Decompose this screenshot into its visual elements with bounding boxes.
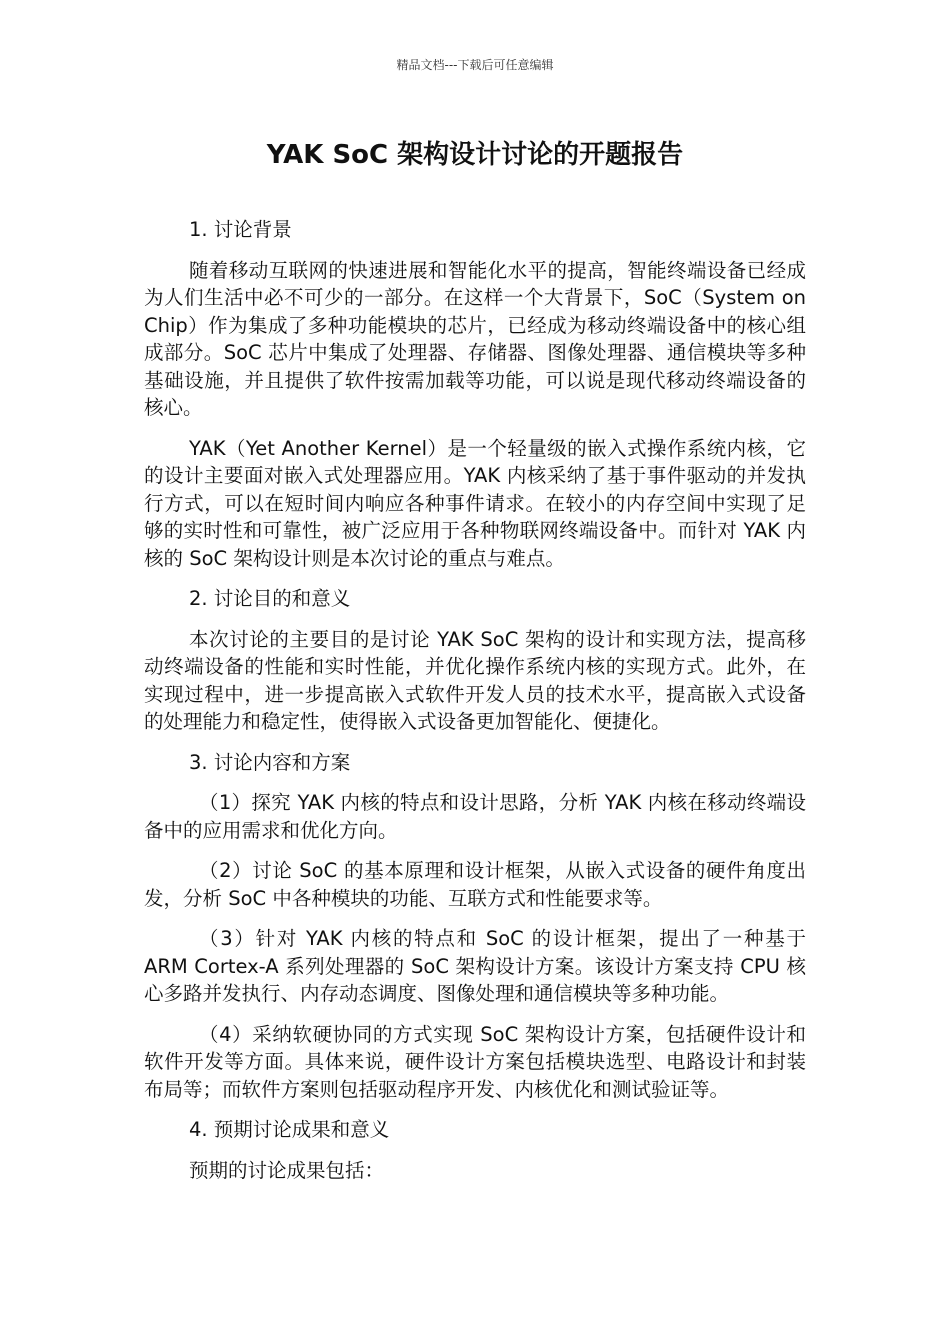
section-heading-content: 3. 讨论内容和方案 [189,750,351,774]
content-item-3: （3）针对 YAK 内核的特点和 SoC 的设计框架，提出了一种基于 ARM Cortex-A 系列处理器的 SoC 架构设计方案。该设计方案支持 CPU 核心多路并发执行、内存动态调度、图像处理和通信模块等多种功能。 [144,927,806,1005]
section-heading-purpose: 2. 讨论目的和意义 [189,587,351,610]
document-body [144,216,806,1197]
header-note: 精品文档---下载后可任意编辑 [396,58,554,72]
background-paragraph-2: YAK（Yet Another Kernel）是一个轻量级的嵌入式操作系统内核，它的设计主要面对嵌入式处理器应用。YAK 内核采纳了基于事件驱动的并发执行方式，可以在短时间内响应各种事件请求。在较小的内存空间中实现了足够的实时性和可靠性，被广泛应用于各种物联网终端设备中。而针对 YAK 内核的 SoC 架构设计则是本次讨论的重点与难点。 [144,436,806,570]
background-paragraph-1: 随着移动互联网的快速进展和智能化水平的提高，智能终端设备已经成为人们生活中必不可少的一部分。在这样一个大背景下，SoC（System on Chip）作为集成了多种功能模块的芯片，已经成为移动终端设备中的核心组成部分。SoC 芯片中集成了处理器、存储器、图像处理器、通信模块等多种基础设施，并且提供了软件按需加载等功能，可以说是现代移动终端设备的核心。 [144,258,806,419]
content-item-1: （1）探究 YAK 内核的特点和设计思路，分析 YAK 内核在移动终端设备中的应用需求和优化方向。 [144,791,806,842]
content-item-4: （4）采纳软硬协同的方式实现 SoC 架构设计方案，包括硬件设计和软件开发等方面。具体来说，硬件设计方案包括模块选型、电路设计和封装布局等；而软件方案则包括驱动程序开发、内核优化和测试验证等。 [144,1022,806,1101]
document-title: YAK SoC 架构设计讨论的开题报告 [266,140,684,170]
content-item-2: （2）讨论 SoC 的基本原理和设计框架，从嵌入式设备的硬件角度出发，分析 SoC 中各种模块的功能、互联方式和性能要求等。 [144,859,806,910]
results-paragraph: 预期的讨论成果包括： [189,1158,385,1182]
section-heading-results: 4. 预期讨论成果和意义 [189,1118,390,1141]
section-heading-background: 1. 讨论背景 [189,218,292,241]
purpose-paragraph: 本次讨论的主要目的是讨论 YAK SoC 架构的设计和实现方法，提高移动终端设备的性能和实时性能，并优化操作系统内核的实现方式。此外，在实现过程中，进一步提高嵌入式软件开发人员的技术水平，提高嵌入式设备的处理能力和稳定性，使得嵌入式设备更加智能化、便捷化。 [144,627,806,733]
